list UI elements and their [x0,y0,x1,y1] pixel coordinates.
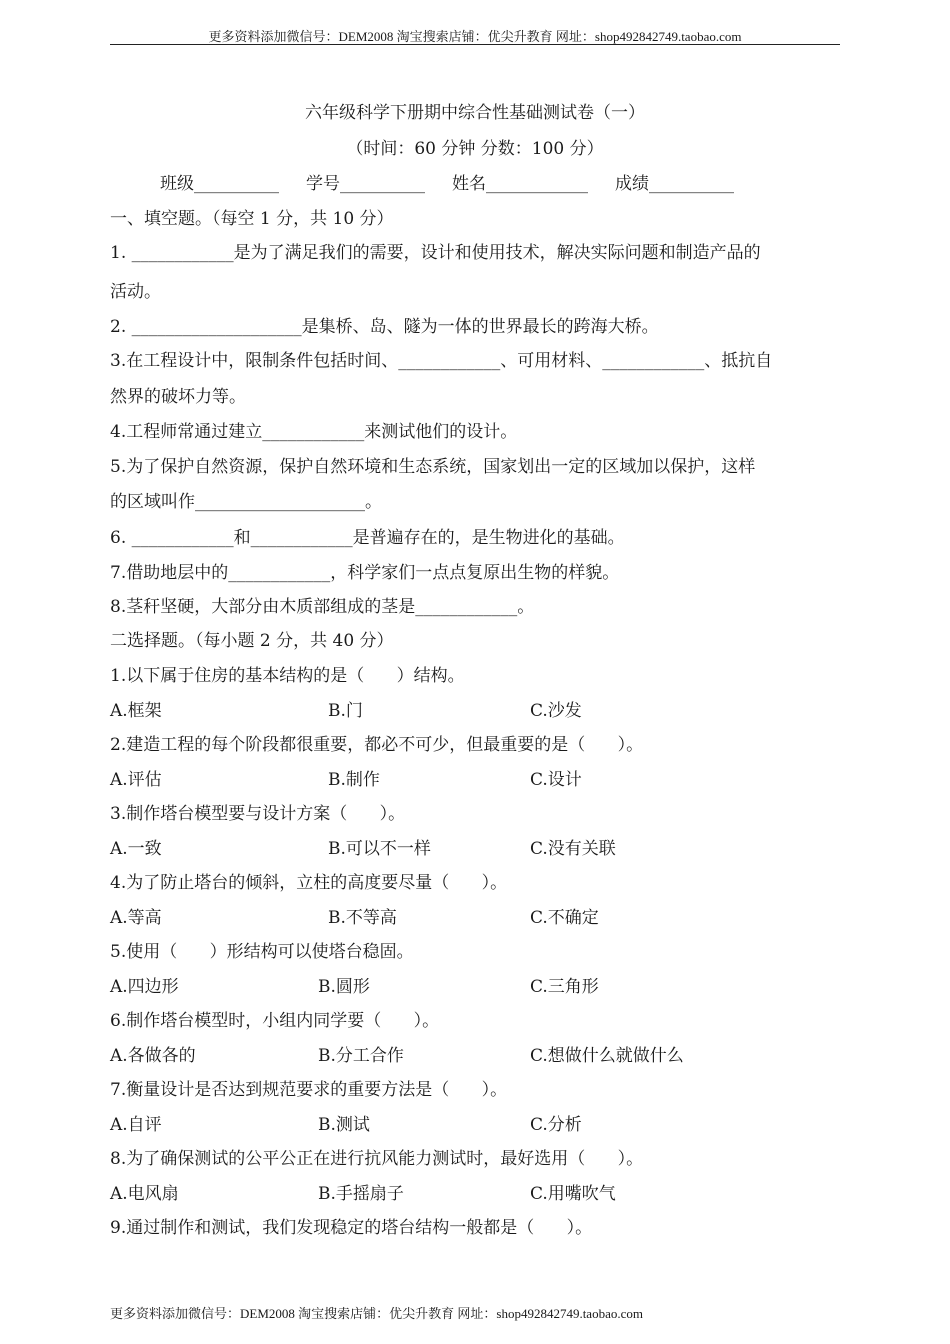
choice-option-a: A.自评 [110,1115,162,1135]
choice-option-b: B.测试 [318,1115,370,1135]
fill-question-line: 3.在工程设计中，限制条件包括时间、____________、可用材料、____________、抵抗自 [110,351,773,371]
choice-option-b: B.门 [328,701,363,721]
fill-question-line: 5.为了保护自然资源，保护自然环境和生态系统，国家划出一定的区域加以保护，这样 [110,457,756,477]
section2-heading: 二选择题。（每小题 2 分，共 40 分） [110,631,394,651]
choice-question: 4.为了防止塔台的倾斜，立柱的高度要尽量（ ）。 [110,873,508,893]
student-info-line: 班级__________ 学号__________ 姓名____________ 成绩__________ [160,174,735,194]
choice-option-a: A.框架 [110,701,162,721]
choice-option-b: B.手摇扇子 [318,1184,404,1204]
choice-option-b: B.圆形 [318,977,370,997]
fill-question-line: 8.茎秆坚硬，大部分由木质部组成的茎是____________。 [110,597,535,617]
exam-title: 六年级科学下册期中综合性基础测试卷（一） [305,103,645,123]
choice-question: 5.使用（ ）形结构可以使塔台稳固。 [110,942,414,962]
header-divider [110,44,840,45]
choice-question: 9.通过制作和测试，我们发现稳定的塔台结构一般都是（ ）。 [110,1218,593,1238]
choice-option-b: B.制作 [328,770,380,790]
choice-option-b: B.分工合作 [318,1046,404,1066]
choice-option-b: B.不等高 [328,908,397,928]
choice-option-c: C.三角形 [530,977,599,997]
choice-question: 1.以下属于住房的基本结构的是（ ）结构。 [110,666,465,686]
choice-question: 6.制作塔台模型时，小组内同学要（ ）。 [110,1011,440,1031]
fill-question-line: 活动。 [110,282,161,302]
choice-question: 7.衡量设计是否达到规范要求的重要方法是（ ）。 [110,1080,508,1100]
choice-option-b: B.可以不一样 [328,839,431,859]
section1-heading: 一、填空题。（每空 1 分，共 10 分） [110,209,394,229]
choice-option-c: C.不确定 [530,908,599,928]
page-footer: 更多资料添加微信号：DEM2008 淘宝搜索店铺：优尖升教育 网址：shop492842749.taobao.com [110,1306,643,1321]
choice-option-a: A.一致 [110,839,162,859]
fill-question-line: 然界的破坏力等。 [110,387,246,407]
choice-option-c: C.设计 [530,770,582,790]
fill-question-line: 4.工程师常通过建立____________来测试他们的设计。 [110,422,518,442]
fill-question-line: 1. ____________是为了满足我们的需要，设计和使用技术，解决实际问题和制造产品的 [110,243,761,263]
choice-option-c: C.用嘴吹气 [530,1184,616,1204]
exam-subtitle: （时间：60 分钟 分数：100 分） [346,139,604,159]
choice-option-a: A.四边形 [110,977,179,997]
choice-option-c: C.没有关联 [530,839,616,859]
fill-question-line: 2. ____________________是集桥、岛、隧为一体的世界最长的跨海大桥。 [110,317,659,337]
choice-option-c: C.沙发 [530,701,582,721]
choice-question: 3.制作塔台模型要与设计方案（ ）。 [110,804,406,824]
choice-question: 8.为了确保测试的公平公正在进行抗风能力测试时，最好选用（ ）。 [110,1149,644,1169]
fill-question-line: 6. ____________和____________是普遍存在的，是生物进化的基础。 [110,528,625,548]
choice-question: 2.建造工程的每个阶段都很重要，都必不可少，但最重要的是（ ）。 [110,735,644,755]
choice-option-a: A.等高 [110,908,162,928]
choice-option-a: A.电风扇 [110,1184,179,1204]
fill-question-line: 的区域叫作____________________。 [110,492,382,512]
choice-option-c: C.想做什么就做什么 [530,1046,684,1066]
choice-option-a: A.评估 [110,770,162,790]
fill-question-line: 7.借助地层中的____________，科学家们一点点复原出生物的样貌。 [110,563,620,583]
page-header: 更多资料添加微信号：DEM2008 淘宝搜索店铺：优尖升教育 网址：shop492842749.taobao.com [208,29,742,44]
choice-option-a: A.各做各的 [110,1046,196,1066]
choice-option-c: C.分析 [530,1115,582,1135]
